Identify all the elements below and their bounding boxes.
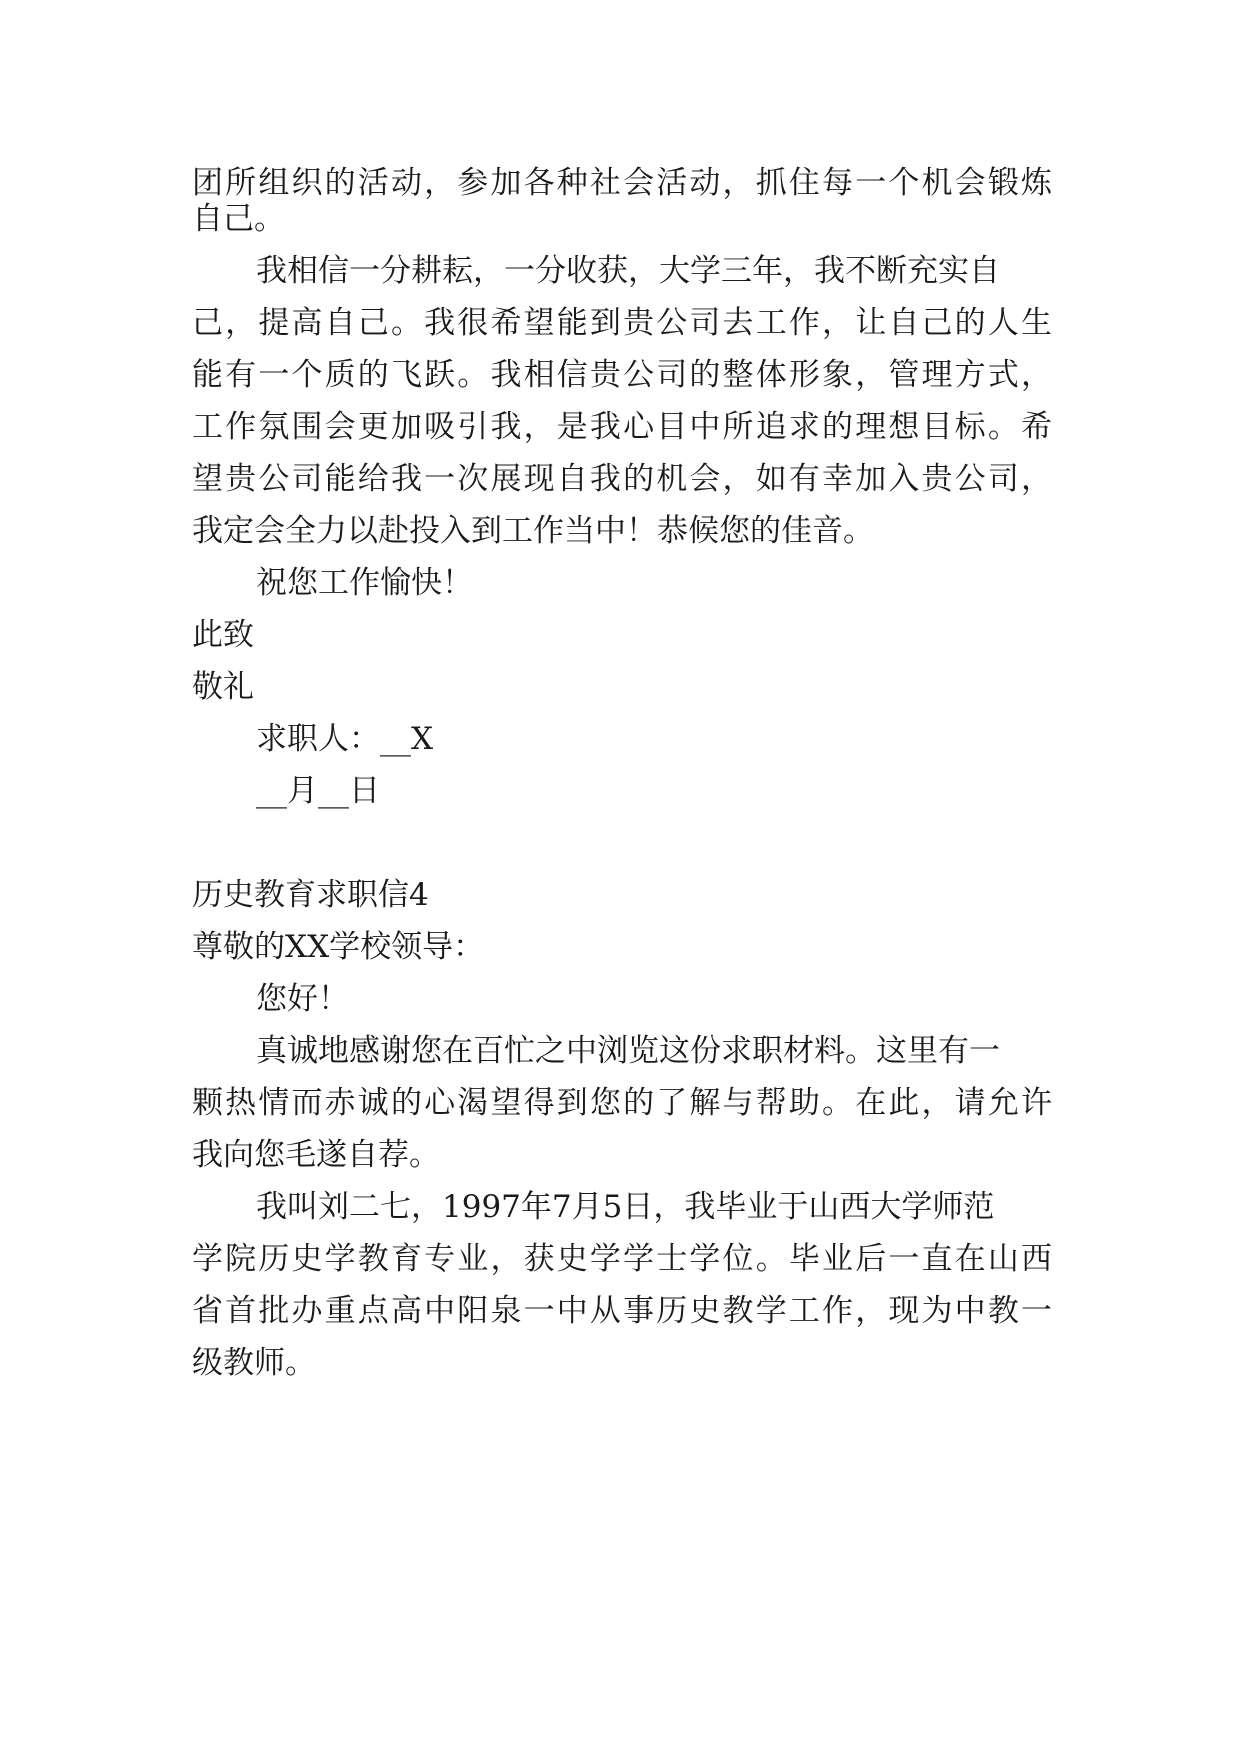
- paragraph-line: 我相信一分耕耘，一分收获，大学三年，我不断充实自: [256, 253, 1000, 289]
- wish-line: 祝您工作愉快！: [256, 565, 473, 601]
- closing-line: 敬礼: [192, 669, 254, 705]
- closing-line: 此致: [192, 617, 254, 653]
- date-line: __月__日: [256, 773, 380, 809]
- paragraph-line: 我叫刘二七，1997年7月5日，我毕业于山西大学师范: [256, 1189, 995, 1225]
- paragraph-line: 团所组织的活动，参加各种社会活动，抓住每一个机会锻炼: [192, 165, 1052, 201]
- paragraph-line: 望贵公司能给我一次展现自我的机会，如有幸加入贵公司，: [192, 461, 1052, 497]
- signature-line: 求职人：__X: [256, 721, 434, 757]
- salutation-line: 尊敬的XX学校领导：: [192, 929, 485, 965]
- letter-title: 历史教育求职信4: [192, 877, 429, 913]
- paragraph-line: 颗热情而赤诚的心渴望得到您的了解与帮助。在此，请允许: [192, 1085, 1052, 1121]
- paragraph-line: 级教师。: [192, 1345, 316, 1381]
- paragraph-line: 学院历史学教育专业，获史学学士学位。毕业后一直在山西: [192, 1241, 1052, 1277]
- paragraph-line: 真诚地感谢您在百忙之中浏览这份求职材料。这里有一: [256, 1033, 1000, 1069]
- paragraph-line: 能有一个质的飞跃。我相信贵公司的整体形象，管理方式，: [192, 357, 1052, 393]
- paragraph-line: 省首批办重点高中阳泉一中从事历史教学工作，现为中教一: [192, 1293, 1052, 1329]
- paragraph-line: 自己。: [192, 201, 285, 237]
- greeting-line: 您好！: [256, 981, 349, 1017]
- paragraph-line: 工作氛围会更加吸引我，是我心目中所追求的理想目标。希: [192, 409, 1052, 445]
- paragraph-line: 我定会全力以赴投入到工作当中！恭候您的佳音。: [192, 513, 874, 549]
- paragraph-line: 我向您毛遂自荐。: [192, 1137, 440, 1173]
- paragraph-line: 己，提高自己。我很希望能到贵公司去工作，让自己的人生: [192, 305, 1052, 341]
